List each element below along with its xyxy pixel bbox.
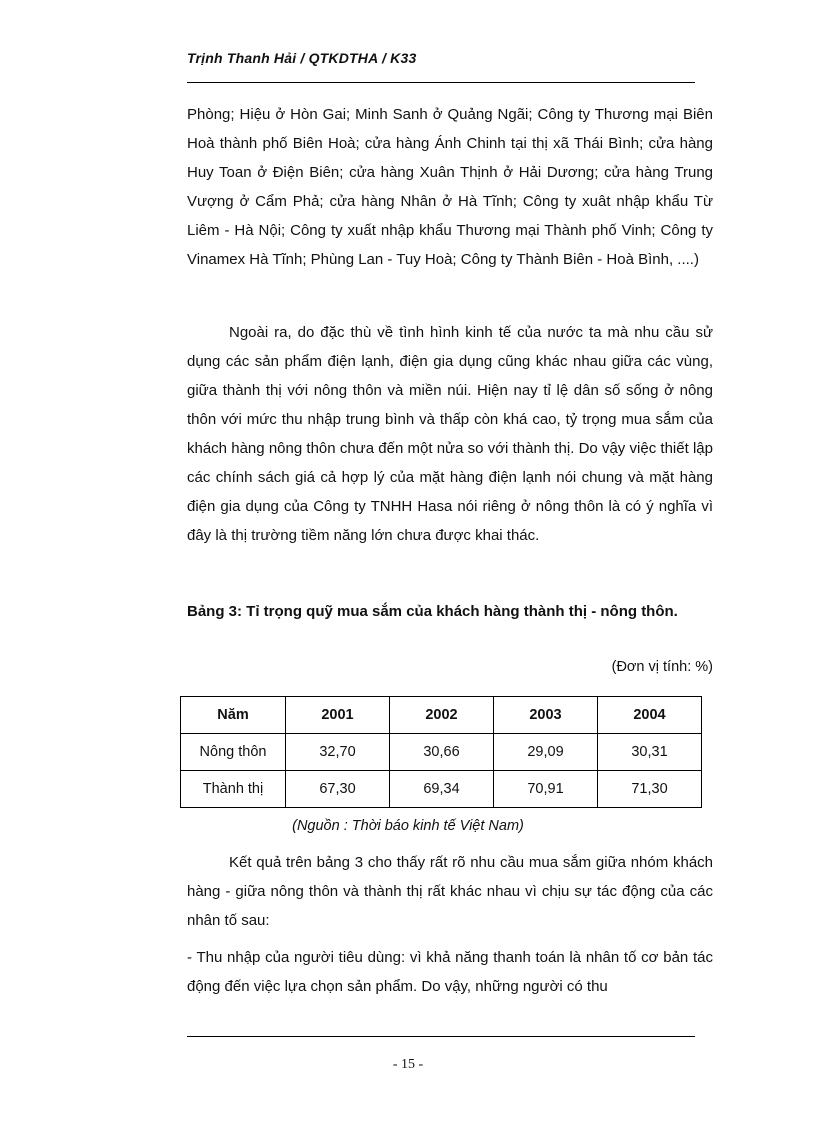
table-cell: 67,30 xyxy=(286,771,390,808)
purchase-share-table xyxy=(180,696,702,808)
table-unit-note: (Đơn vị tính: %) xyxy=(611,659,713,675)
page-header-title: Trịnh Thanh Hải / QTKDTHA / K33 xyxy=(187,50,417,66)
footer-rule xyxy=(187,1036,695,1037)
paragraph-3: Kết quả trên bảng 3 cho thấy rất rõ nhu cầu mua sắm giữa nhóm khách hàng - giữa nông thôn và thành thị rất khác nhau vì chịu sự tác động của các nhân tố sau: xyxy=(187,854,713,929)
table-source-note: (Nguồn : Thời báo kinh tế Việt Nam) xyxy=(292,818,524,834)
header-rule xyxy=(187,82,695,83)
table-cell: 71,30 xyxy=(598,771,702,808)
paragraph-1: Phòng; Hiệu ở Hòn Gai; Minh Sanh ở Quảng Ngãi; Công ty Thương mại Biên Hoà thành phố Biên Hoà; cửa hàng Ánh Chinh tại thị xã Thái Bình; cửa hàng Huy Toan ở Điện Biên; cửa hàng Xuân Thịnh ở Hải Dương; cửa hàng Trung Vượng ở Cẩm Phả; cửa hàng Nhân ở Hà Tĩnh; Công ty xuât nhập khẩu Từ Liêm - Hà Nội; Công ty xuất nhập khẩu Thương mại Thành phố Vinh; Công ty Vinamex Hà Tĩnh; Phùng Lan - Tuy Hoà; Công ty Thành Biên - Hoà Bình, ....) xyxy=(187,106,713,268)
table-caption: Bảng 3: Tỉ trọng quỹ mua sắm của khách hàng thành thị - nông thôn. xyxy=(187,603,678,620)
table-header-cell: 2003 xyxy=(494,697,598,734)
table-cell: 29,09 xyxy=(494,734,598,771)
table-header-cell: 2001 xyxy=(286,697,390,734)
table-header-cell: 2004 xyxy=(598,697,702,734)
table-header-cell: Năm xyxy=(181,697,286,734)
table-header-row xyxy=(181,697,702,734)
table-cell: Nông thôn xyxy=(181,734,286,771)
page-number: - 15 - xyxy=(392,1057,424,1072)
table-row xyxy=(181,771,702,808)
table-cell: 32,70 xyxy=(286,734,390,771)
table-cell: Thành thị xyxy=(181,771,286,808)
table-cell: 30,66 xyxy=(390,734,494,771)
table-cell: 70,91 xyxy=(494,771,598,808)
table-header-cell: 2002 xyxy=(390,697,494,734)
table-row xyxy=(181,734,702,771)
paragraph-2: Ngoài ra, do đặc thù về tình hình kinh tế của nước ta mà nhu cầu sử dụng các sản phẩm điện lạnh, điện gia dụng cũng khác nhau giữa các vùng, giữa thành thị với nông thôn và miền núi. Hiện nay tỉ lệ dân số sống ở nông thôn với mức thu nhập trung bình và thấp còn khá cao, tỷ trọng mua sắm của khách hàng nông thôn chưa đến một nửa so với thành thị. Do vậy việc thiết lập các chính sách giá cả hợp lý của mặt hàng điện lạnh nói chung và mặt hàng điện gia dụng của Công ty TNHH Hasa nói riêng ở nông thôn là có ý nghĩa vì đây là thị trường tiềm năng lớn chưa được khai thác. xyxy=(187,324,713,544)
paragraph-4: - Thu nhập của người tiêu dùng: vì khả năng thanh toán là nhân tố cơ bản tác động đến việc lựa chọn sản phẩm. Do vậy, những người có thu xyxy=(187,949,713,995)
table-cell: 69,34 xyxy=(390,771,494,808)
table-cell: 30,31 xyxy=(598,734,702,771)
